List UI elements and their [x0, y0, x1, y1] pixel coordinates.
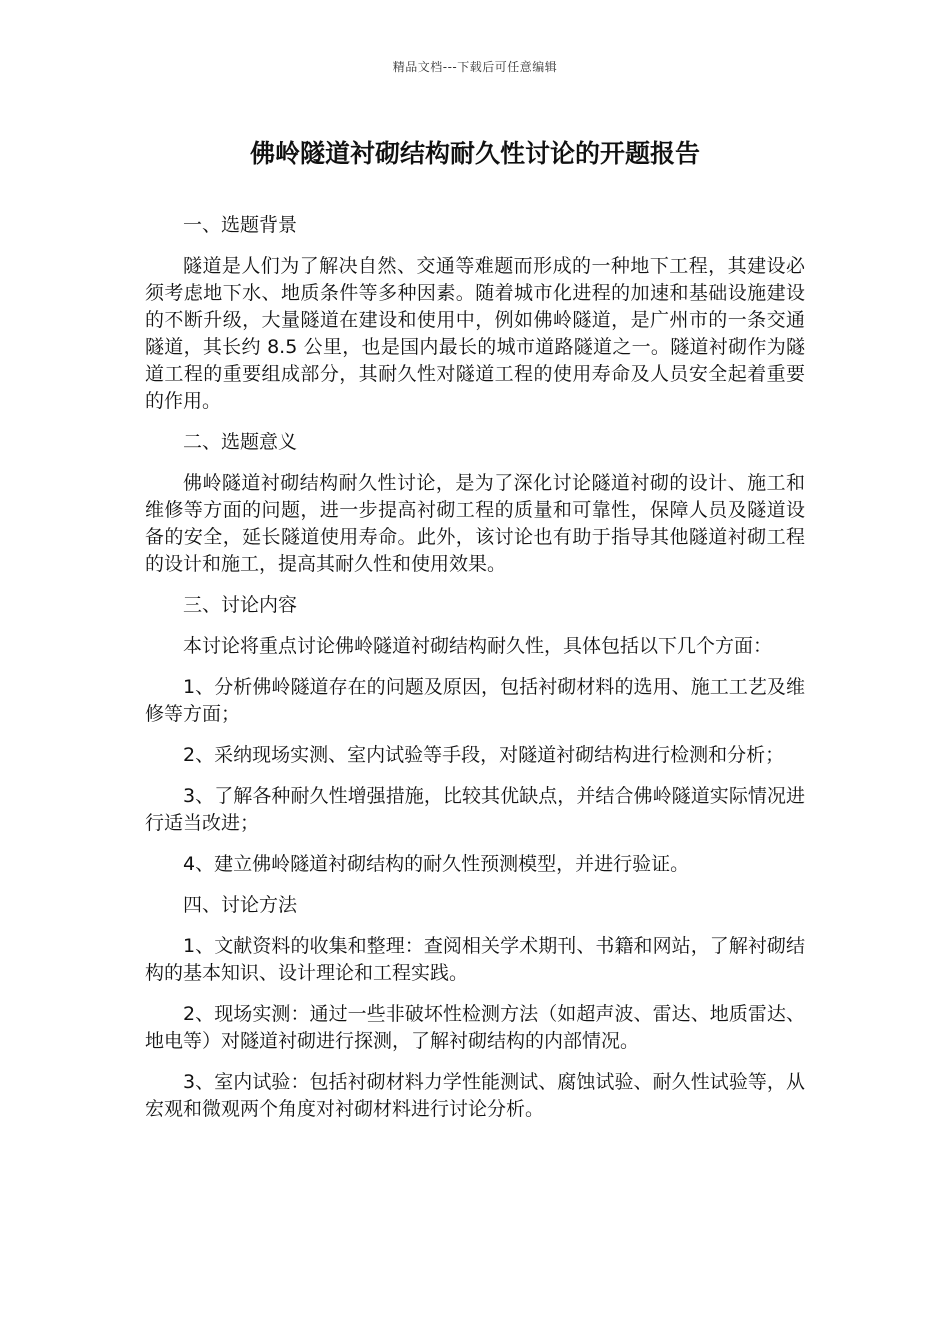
paragraph: 隧道是人们为了解决自然、交通等难题而形成的一种地下工程，其建设必须考虑地下水、地质条件等多种因素。随着城市化进程的加速和基础设施建设的不断升级，大量隧道在建设和使用中，例如佛岭隧道，是广州市的一条交通隧道，其长约 8.5 公里，也是国内最长的城市道路隧道之一。隧道衬砌作为隧道工程的重要组成部分，其耐久性对隧道工程的使用寿命及人员安全起着重要的作用。 — [145, 255, 805, 412]
page-header-watermark: 精品文档---下载后可任意编辑 — [392, 60, 558, 74]
section-content — [145, 592, 805, 878]
section-heading: 三、讨论内容 — [183, 594, 298, 616]
paragraph: 本讨论将重点讨论佛岭隧道衬砌结构耐久性，具体包括以下几个方面： — [183, 635, 773, 657]
list-item: 2、采纳现场实测、室内试验等手段，对隧道衬砌结构进行检测和分析； — [183, 744, 785, 766]
list-item: 1、文献资料的收集和整理：查阅相关学术期刊、书籍和网站，了解衬砌结构的基本知识、设计理论和工程实践。 — [145, 935, 805, 984]
section-significance — [145, 429, 805, 578]
document-title: 佛岭隧道衬砌结构耐久性讨论的开题报告 — [249, 139, 700, 168]
section-background — [145, 212, 805, 415]
paragraph: 佛岭隧道衬砌结构耐久性讨论，是为了深化讨论隧道衬砌的设计、施工和维修等方面的问题，进一步提高衬砌工程的质量和可靠性，保障人员及隧道设备的安全，延长隧道使用寿命。此外，该讨论也有助于指导其他隧道衬砌工程的设计和施工，提高其耐久性和使用效果。 — [145, 472, 805, 575]
section-methods — [145, 892, 805, 1123]
list-item: 3、了解各种耐久性增强措施，比较其优缺点，并结合佛岭隧道实际情况进行适当改进； — [145, 785, 805, 834]
section-heading: 一、选题背景 — [183, 214, 298, 236]
section-heading: 四、讨论方法 — [183, 894, 298, 916]
section-heading: 二、选题意义 — [183, 431, 298, 453]
document-body — [145, 212, 805, 1137]
list-item: 2、现场实测：通过一些非破坏性检测方法（如超声波、雷达、地质雷达、地电等）对隧道衬砌进行探测，了解衬砌结构的内部情况。 — [145, 1003, 805, 1052]
list-item: 4、建立佛岭隧道衬砌结构的耐久性预测模型，并进行验证。 — [183, 853, 690, 875]
list-item: 1、分析佛岭隧道存在的问题及原因，包括衬砌材料的选用、施工工艺及维修等方面； — [145, 676, 805, 725]
list-item: 3、室内试验：包括衬砌材料力学性能测试、腐蚀试验、耐久性试验等，从宏观和微观两个角度对衬砌材料进行讨论分析。 — [145, 1071, 805, 1120]
